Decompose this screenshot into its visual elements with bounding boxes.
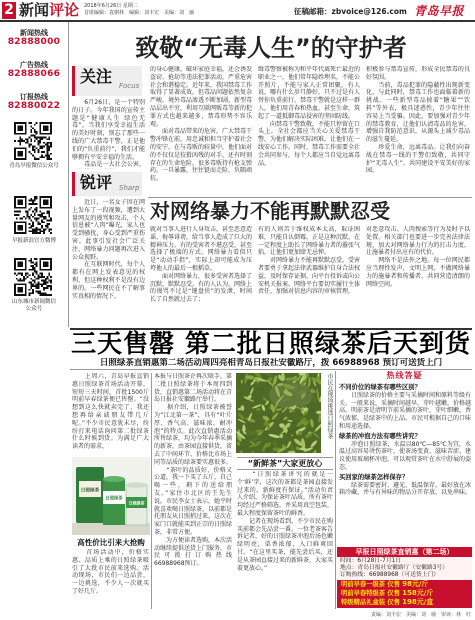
article1-column: 的身心健康，破坏家庭幸福，还会诱发盗窃、抢劫等违法犯罪活动，严重危害社会和谐稳定。近年来，我国禁毒工作取得了显著成效，但毒品问题依然复杂严峻，境外毒品渗透不断加剧，新型毒品层出不穷，利用互联网贩毒等新的犯罪方式也越来越多，禁毒形势不容乐观。 面对毒品带来的危害，广大禁毒干警冲锋在前，用忠诚和担当守护着社会的安宁。在与毒贩的较量中，他们面对的不仅仅是狡猾凶残的对手，还有时刻存在的生命危险。很多毒贩持有枪支弹药，一旦暴露，往往铤而走险，负隅顽抗。 bbox=[150, 66, 252, 183]
hotline-label: 广告热线 bbox=[20, 61, 48, 69]
promo-time: 时间：6月28日-7月1日 bbox=[340, 558, 402, 564]
promo-hotline: 订购热线：66988968（可送货上门） bbox=[340, 572, 440, 578]
sharp-tag-label: 锐评 bbox=[80, 173, 113, 192]
feature-column: 本报与日照茶企再次联手，第二批日照绿茶将于本周四到货，直销惠第二场活动将在青岛日报社安徽路厅举行。 据介绍，日照绿茶被誉为“江北第一茶”，具有“叶片厚、香气高、滋味浓、耐冲泡”的特点。此次直销惠活动所售绿茶，均为今年春季采摘的新茶，由茶园直接供货，省去了中间环节，价格比市场上同等品质的绿茶要实惠很多。 “茶叶的品质好，价格又公道，我一下买了五斤，自己喝一些，剩下的送给朋友。”家住市北区的王先生说。市民李女士表示，她平时就喜欢喝日照绿茶，以前都是托朋友从日照捎过来，这次在家门口就能买到正宗的日照绿茶，非常方便。 为方便读者选购，本次活动继续提供送货上门服务，市民可拨打订购热线66988968预订。 bbox=[154, 373, 232, 568]
price-item: 明前早春特级茶 仅售 bbox=[341, 590, 400, 597]
qr-caption: 山东城市新闻微信公众号 bbox=[11, 299, 56, 312]
feature-column: 首场活动中，价格实惠、品质上乘的日照绿茶吸引了大批市民前来选购。活动现场，市民们一边品尝，一边挑选，不少人一次就买了好几斤。 bbox=[72, 549, 149, 595]
qr-caption: 早报新浪官方微博 bbox=[11, 238, 56, 244]
shandong-news-qr-code bbox=[14, 258, 52, 296]
subhead-rule bbox=[70, 369, 472, 370]
qa-question: 买回家的绿茶怎样保存？ bbox=[339, 473, 409, 481]
feature-column: “日照绿茶讲究的就是一个‘鲜’字，这次的茶都是茶园直接发过来的，新鲜度有保证。”活动负责人介绍，为保证茶叶品质，所有茶叶均经过严格筛选，并采用真空包装，最大程度保留茶叶的鲜香。 记者在现场看到，不少市民在购买前都会先品尝一番。一位老茶客告诉记者，好的日照绿茶冲泡后汤色嫩绿明亮，栗香浓郁，入口鲜爽回甘。“在这里买茶，能先尝后买，还是从茶园直接过来的新鲜茶，大家买着更放心。” bbox=[237, 471, 333, 572]
price-value: 158元/斤 bbox=[402, 589, 434, 597]
qa-answer: 绿茶需要密封、避光、低温保存，最好放在冰箱冷藏，并与有异味的物品分开存放，以免串味。 bbox=[339, 481, 471, 497]
hotline-number: 82888000 bbox=[7, 37, 61, 47]
editor-credits: 首席编辑：袁朝林 编辑：刘丰宏 美编：刘 瑜 bbox=[84, 10, 195, 16]
feature-subheading: “新鲜茶”大家更放心 bbox=[237, 457, 333, 470]
qa-answer: 日照绿茶的价格主要与采摘时间和原料等级有关。一般来说，采摘时间越早，芽叶越嫩，价格越高。明前茶是清明节前采摘的茶叶，芽叶细嫩，香气浓郁，是绿茶中的上品。市民可根据自己的口味和用途选择。 bbox=[339, 391, 471, 430]
price-row bbox=[337, 589, 472, 598]
hotline-number: 82880022 bbox=[7, 101, 61, 111]
photo-caption: 市民在现场挑选日照绿茶 bbox=[322, 373, 333, 453]
qa-answer: 冲泡日照绿茶，水温以80℃—85℃为宜，水温过高容易烫伤茶叶，使茶汤变黄、滋味苦涩。建议使用玻璃杯冲泡，可以观赏茶叶在水中舒展的姿态。 bbox=[339, 440, 471, 471]
promo-location: 地点：青岛日报社安徽路厅（安徽路3号） bbox=[340, 565, 449, 571]
header-rule bbox=[0, 20, 475, 22]
page-footer-credits: 责编：刘丰宏 美编：刘 瑜 审读：林 红 bbox=[370, 612, 471, 618]
tin-label: 日照绿茶 bbox=[128, 500, 145, 506]
feature-headline: 三天售罄 第二批日照绿茶后天到货 bbox=[71, 329, 471, 358]
article2-headline: 对网络暴力不能再默默忍受 bbox=[150, 199, 390, 223]
tin-label: 日照绿茶 bbox=[105, 496, 123, 502]
section-name: 新闻 bbox=[19, 1, 50, 19]
qr-pattern bbox=[14, 258, 52, 296]
focus-tag-label: 关注 bbox=[80, 67, 113, 86]
article2-column: 近日，一名女子因在网上发布了一段视频，遭到大量网友的谩骂和攻击，个人信息被“人肉”曝光，家人也受到骚扰，身心受到严重伤害。此事引发社会广泛关注，网络暴力问题再次进入公众视野。 在互联网时代，每个人都有在网上发表意见的权利，但这种权利不是没有边界的。一些网民在不了解事实真相的情况下， bbox=[72, 199, 145, 300]
article1-column: 6月26日，是一个特别的日子。今年我国的宣传主题是“健康人生 绿色无毒”。当我们享受幸福生活的美好时刻，别忘了那些一线的广大禁毒干警，正是他们的“负重前行”，我们才能够拥有平安幸福的生活。 毒品是一大社会公害， bbox=[72, 99, 145, 169]
focus-tag-english: Focus bbox=[119, 82, 140, 90]
article2-column: 有的人则苦于维权成本太高，取证困难，只能自认倒霉。正是这种沉默，在一定程度上助长了网络暴力者的嚣张气焰，让他们更加肆无忌惮。 对网络暴力不能再默默忍受。受害者要勇于拿起法律武器维护自身合法权益，及时保存证据，向平台投诉或向公安机关报案。网络平台要切实履行主体责任，加强对信息内容的审核管理， bbox=[258, 226, 360, 296]
promo-box bbox=[337, 547, 472, 608]
hotline-qa-title: 热线答疑 bbox=[386, 371, 423, 380]
qr-pattern bbox=[14, 196, 52, 234]
submission-email: 征稿邮箱：zbvoice@126.com bbox=[294, 7, 407, 16]
package-label: 日照绿茶 bbox=[80, 488, 100, 494]
newspaper-logo: 青岛早报 bbox=[414, 4, 465, 18]
feature-column: 上周六，青岛早报直销惠日照绿茶首场活动开幕，短短三天时间，首批1500斤明前早春绿茶便已售罄。“没想到这么快就卖完了，我还想再给亲戚朋友带几斤呢。”不少市民意犹未尽，纷纷打来电话询问第二批绿茶什么时候到货。为满足广大读者的需求， bbox=[72, 373, 149, 451]
tea-leaves-photo bbox=[236, 373, 321, 453]
promo-info bbox=[337, 557, 472, 580]
section-accent: 评论 bbox=[49, 1, 80, 19]
article1-headline: 致敬“无毒人生”的守护者 bbox=[135, 34, 407, 62]
price-value: 198元/盒 bbox=[402, 598, 434, 606]
price-item: 特级精品礼盒装 仅售 bbox=[341, 599, 400, 606]
article1-column: 积极参与禁毒宣传，形成全民禁毒的良好氛围。 当前，毒品犯罪的隐蔽性出现新变化，与此同时，禁毒工作也面临着新的挑战。一些新型毒品披着“糖果”“饮料”等外衣，极具迷惑性，青少年往往容易上当受骗。因此，要加强对青少年的禁毒教育，让他们认清毒品的危害，增强自我防范意识，从源头上减少毒品的滋生蔓延。 珍爱生命，远离毒品。让我们向奋战在禁毒一线的干警们致敬，共同守护“无毒人生”，共同建设平安美好的家园。 bbox=[366, 66, 470, 175]
hotline-label: 订报热线 bbox=[20, 93, 48, 101]
article-divider bbox=[148, 197, 472, 198]
article1-column: 缉毒警察被称为和平年代离死亡最近的职业之一，他们常年隐姓埋名，不能公开照片，不能与家人正常团聚。有人说，哪有什么岁月静好，只不过是有人替你负重前行。禁毒干警就是这样一群人，他们用青春和热血，甚至生命，筑起了一道抵御毒品侵害的坚固防线。 向禁毒干警致敬，不能只停留在口头上。全社会都应当关心关爱禁毒干警，为他们解决实际困难，让他们在一线安心工作。同时，禁毒工作需要全社会共同参与，每个人都应当自觉远离毒品， bbox=[258, 66, 360, 167]
article2-column: 就对当事人进行人身攻击，甚至恶意造谣、侮辱诽谤，给当事人造成了巨大的精神压力。有的受害者不堪忍受，甚至选择了极端的方式。网络暴力看似只是“动动手指”，实际上却可能成为压垮他人的最后一根稻草。 面对网络暴力，很多受害者选择了沉默，默默忍受。有的人认为，网络上的谩骂不过是“键盘侠”的发泄，时间长了自然就过去了； bbox=[150, 226, 252, 304]
issue-date: 2018年6月26日 星期二 bbox=[84, 3, 138, 9]
sidebar-divider bbox=[68, 22, 69, 327]
hotline-label: 新闻热线 bbox=[20, 29, 48, 37]
hotline-qa bbox=[339, 382, 471, 545]
weibo-qr-code bbox=[14, 196, 52, 234]
article2-column: 对恶意攻击、人肉搜索等行为及时予以处置。相关部门也要进一步完善法律法规，加大对网络暴力行为的打击力度，让施暴者付出应有的代价。 网络不是法外之地。每一位网民都应当理性发声，文明上网，不做网络暴力的施暴者和传播者，共同营造清朗的网络空间。 bbox=[366, 226, 470, 288]
feature-subhead: 日照绿茶直销惠第二场活动周四亮相青岛日报社安徽路厅，拨 66988968 预订可送货上门 bbox=[99, 358, 443, 368]
qr-pattern bbox=[14, 122, 52, 160]
price-row bbox=[337, 598, 472, 607]
section-title bbox=[19, 1, 79, 20]
price-value: 98元/斤 bbox=[402, 580, 429, 588]
wechat-qr-code bbox=[14, 122, 52, 160]
price-row bbox=[337, 580, 472, 589]
column-divider bbox=[151, 373, 152, 609]
product-photo-caption: 高性价比引来大抢购 bbox=[77, 538, 145, 547]
hotline-number: 82888066 bbox=[7, 69, 61, 79]
qa-question: 绿茶的冲泡方法有哪些讲究？ bbox=[339, 432, 421, 440]
sharp-tag-english: Sharp bbox=[119, 184, 140, 192]
qa-question: 不同价位的绿茶有哪些区别？ bbox=[339, 384, 421, 391]
page-number: 2 bbox=[2, 2, 16, 19]
sharp-column-tag bbox=[72, 172, 142, 196]
tea-product-photo bbox=[72, 457, 150, 535]
price-item: 明前早春一级茶 仅售 bbox=[341, 581, 400, 588]
qr-caption: 青岛早报微信公众号 bbox=[9, 163, 59, 169]
promo-title: 早报日照绿茶直销惠（第二场） bbox=[355, 548, 454, 556]
column-divider bbox=[335, 371, 336, 609]
focus-column-tag bbox=[72, 66, 142, 96]
